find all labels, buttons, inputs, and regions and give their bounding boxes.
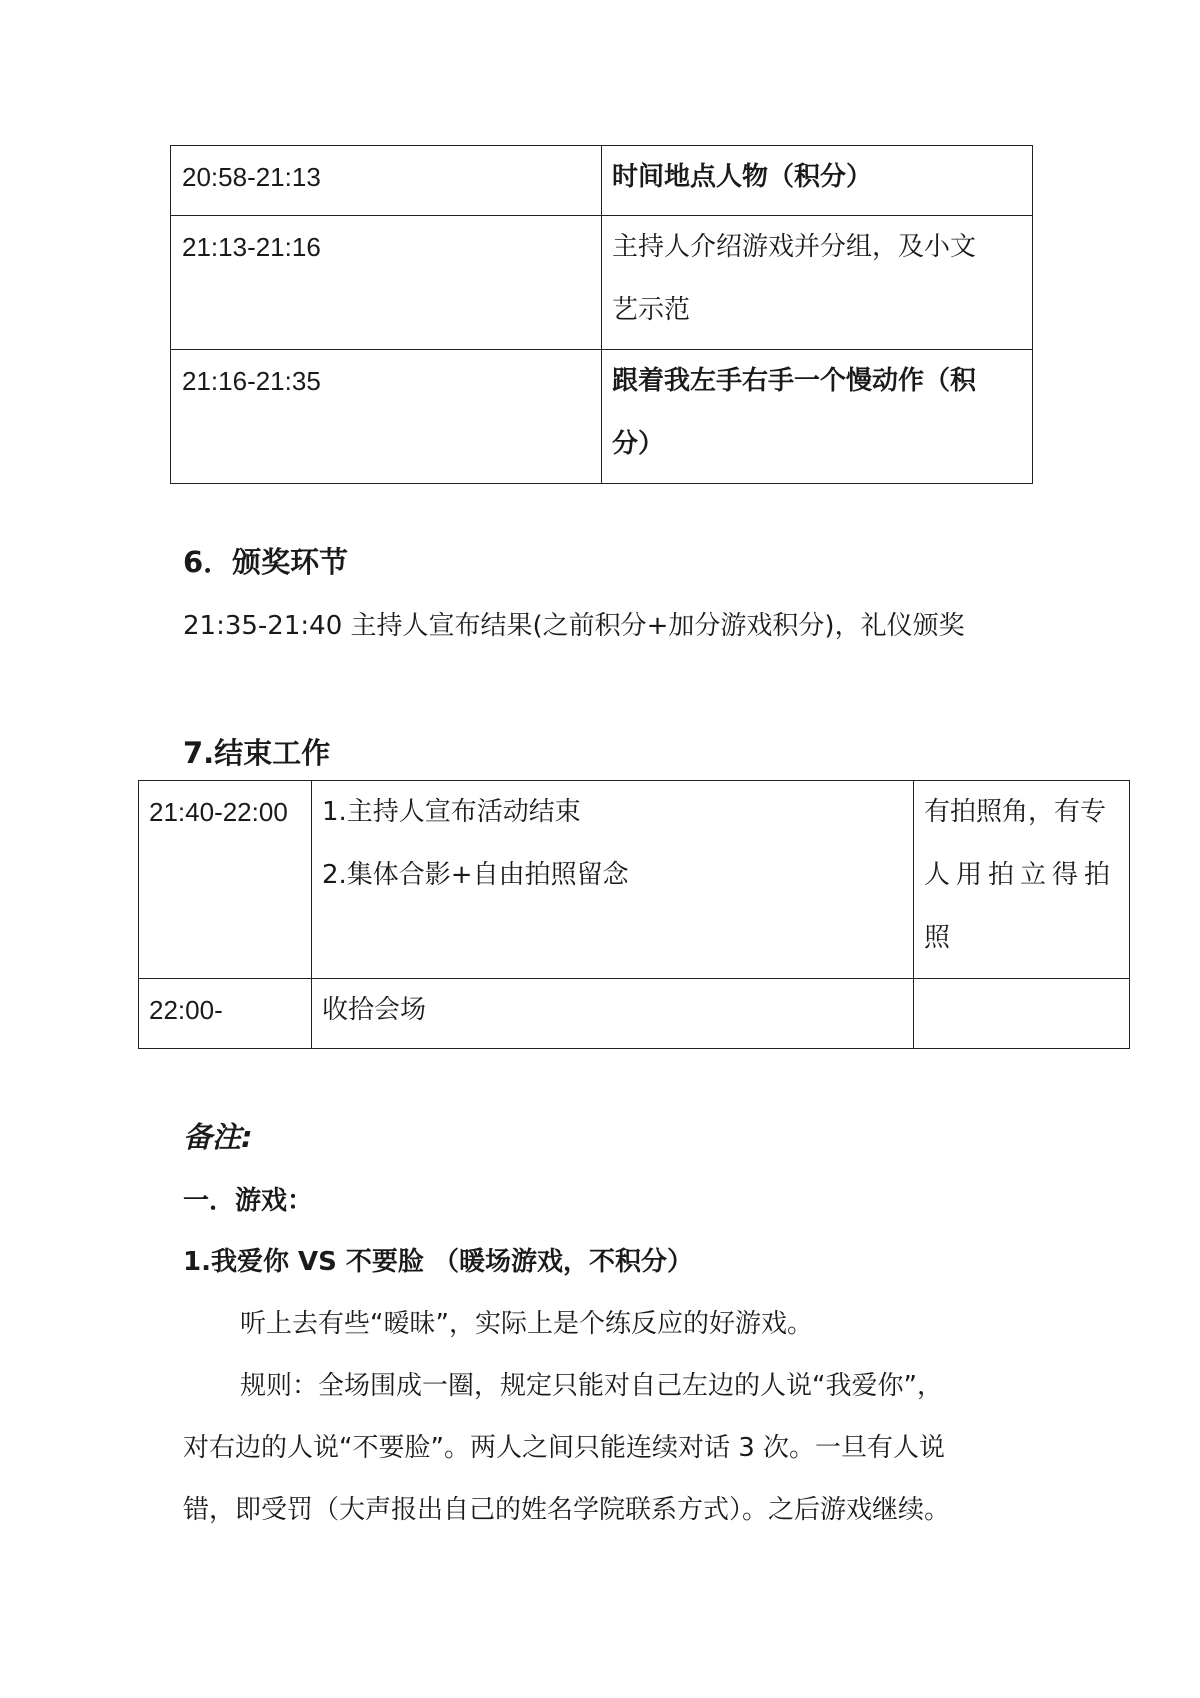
note-line: 有拍照角，有专 [924,797,1107,827]
note-line: 人用拍立得拍 [924,860,1117,890]
table-row [139,781,1130,979]
game-1-title: 1.我爱你 VS 不要脸 （暖场游戏，不积分） [183,1247,693,1277]
section-6-heading: 6．颁奖环节 [183,545,349,579]
note-cell [914,781,1130,979]
schedule-table-2 [138,780,1130,1049]
schedule-table-1 [170,145,1033,484]
note-line: 照 [924,923,951,953]
section-6-text: 21:35-21:40 主持人宣布结果(之前积分+加分游戏积分)，礼仪颁奖 [183,611,965,641]
remarks-title: 备注: [183,1120,253,1154]
activity-line: 主持人介绍游戏并分组，及小文 [612,232,977,262]
activity-cell [602,350,1033,484]
activity-cell [602,216,1033,350]
items-cell [312,781,914,979]
game-1-intro: 听上去有些“暧昧”，实际上是个练反应的好游戏。 [240,1309,813,1339]
table-row [171,216,1033,350]
time-cell: 20:58-21:13 [171,146,602,216]
item-line: 1.主持人宣布活动结束 [322,797,581,827]
time-cell: 21:40-22:00 [139,781,312,979]
game-1-rule-line-1: 规则：全场围成一圈，规定只能对自己左边的人说“我爱你”， [240,1371,943,1401]
activity-line: 分） [612,429,665,459]
game-1-rule-line-3: 错，即受罚（大声报出自己的姓名学院联系方式）。之后游戏继续。 [183,1495,951,1525]
note-cell [914,979,1130,1049]
section-7-heading: 7.结束工作 [183,736,331,770]
game-1-rule-line-2: 对右边的人说“不要脸”。两人之间只能连续对话 3 次。一旦有人说 [183,1433,946,1463]
activity-line: 跟着我左手右手一个慢动作（积 [612,366,977,396]
table-row [171,350,1033,484]
activity-line: 艺示范 [612,295,691,325]
time-cell: 21:16-21:35 [171,350,602,484]
remarks-subheading: 一．游戏： [183,1186,314,1216]
table-row [139,979,1130,1049]
items-cell: 收拾会场 [312,979,914,1049]
item-line: 2.集体合影+自由拍照留念 [322,860,629,890]
time-cell: 21:13-21:16 [171,216,602,350]
activity-cell: 时间地点人物（积分） [602,146,1033,216]
table-row [171,146,1033,216]
time-cell: 22:00- [139,979,312,1049]
